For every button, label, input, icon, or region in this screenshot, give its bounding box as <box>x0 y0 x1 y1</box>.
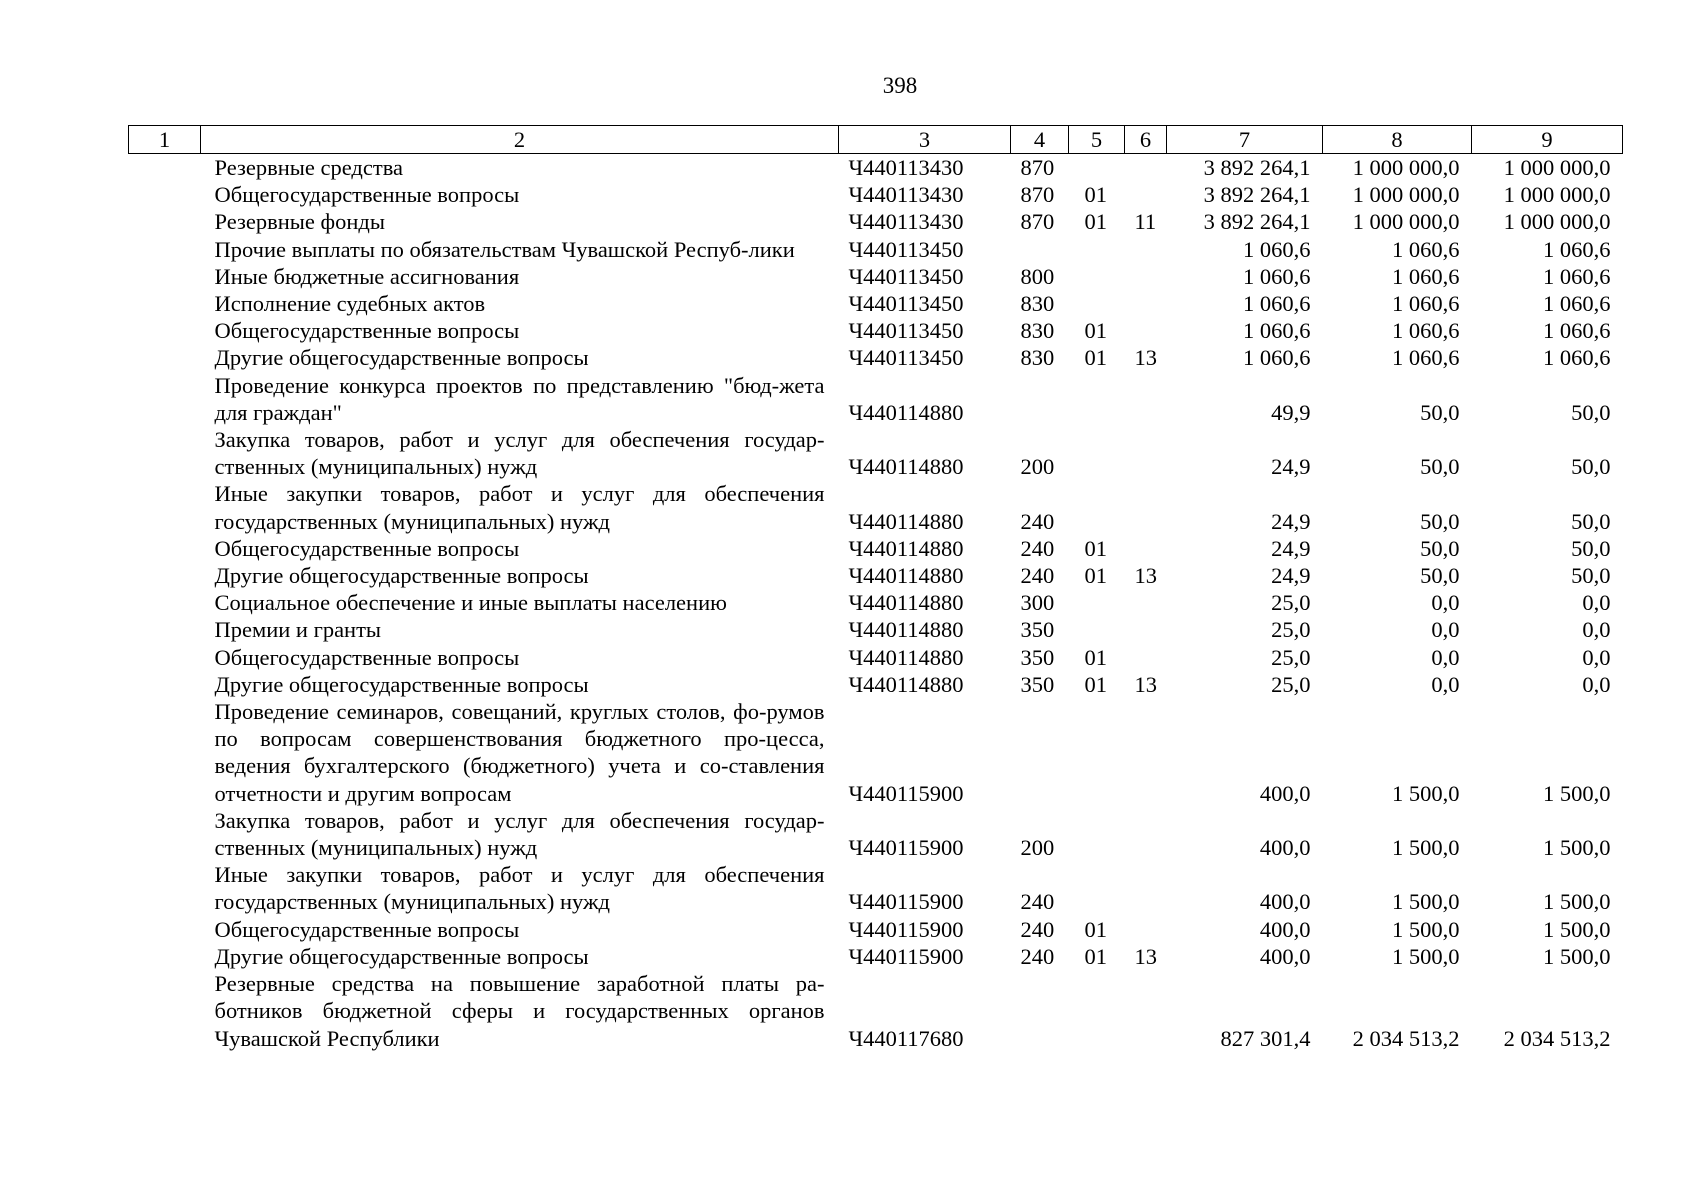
section-cell: 01 <box>1084 318 1107 344</box>
row-number-cell <box>129 943 201 970</box>
target-article-code-cell: Ч440113450 <box>848 291 964 317</box>
row-number-cell <box>129 344 201 371</box>
row-number-cell <box>129 644 201 671</box>
subsection-cell <box>1125 236 1167 263</box>
subsection-cell <box>1125 807 1167 861</box>
table-row <box>129 562 1623 589</box>
subsection-cell <box>1125 698 1167 807</box>
subsection-cell <box>1125 535 1167 562</box>
target-article-code-cell: Ч440113430 <box>848 155 964 180</box>
table-row <box>129 263 1623 290</box>
amount-col7-cell: 25,0 <box>1271 617 1311 643</box>
row-number-cell <box>129 807 201 861</box>
amount-col9-cell: 0,0 <box>1582 617 1611 643</box>
amount-col9-cell: 50,0 <box>1571 563 1611 589</box>
expense-type-cell: 870 <box>1020 209 1055 235</box>
amount-col7-cell: 24,9 <box>1271 563 1311 589</box>
amount-col9-cell: 50,0 <box>1571 535 1611 561</box>
amount-col8-cell: 0,0 <box>1431 671 1460 697</box>
expense-name-cell: Закупка товаров, работ и услуг для обеспечения государ-ственных (муниципальных) нужд <box>214 427 825 480</box>
amount-col8-cell: 0,0 <box>1431 590 1460 616</box>
subsection-cell <box>1125 970 1167 1052</box>
amount-col9-cell: 2 034 513,2 <box>1503 1025 1611 1051</box>
row-number-cell <box>129 317 201 344</box>
expense-type-cell: 830 <box>1020 345 1055 371</box>
row-number-cell <box>129 970 201 1052</box>
section-cell <box>1069 236 1125 263</box>
target-article-code-cell: Ч440115900 <box>848 943 964 969</box>
amount-col8-cell: 0,0 <box>1431 644 1460 670</box>
column-header-3: 3 <box>839 126 1011 154</box>
section-cell: 01 <box>1084 671 1107 697</box>
amount-col8-cell: 1 060,6 <box>1392 345 1460 371</box>
amount-col7-cell: 1 060,6 <box>1243 291 1311 317</box>
amount-col8-cell: 1 000 000,0 <box>1352 155 1460 180</box>
amount-col8-cell: 0,0 <box>1431 617 1460 643</box>
table-row <box>129 208 1623 235</box>
section-cell: 01 <box>1084 182 1107 208</box>
row-number-cell <box>129 562 201 589</box>
amount-col7-cell: 400,0 <box>1259 916 1311 942</box>
column-header-6: 6 <box>1125 126 1167 154</box>
amount-col7-cell: 3 892 264,1 <box>1203 209 1311 235</box>
row-number-cell <box>129 671 201 698</box>
amount-col9-cell: 0,0 <box>1582 644 1611 670</box>
subsection-cell: 13 <box>1134 345 1157 371</box>
expense-type-cell: 830 <box>1020 318 1055 344</box>
expense-name-cell: Премии и гранты <box>214 617 382 643</box>
subsection-cell <box>1125 317 1167 344</box>
amount-col7-cell: 400,0 <box>1259 943 1311 969</box>
expense-type-cell: 200 <box>1020 835 1055 861</box>
section-cell: 01 <box>1084 535 1107 561</box>
table-row <box>129 698 1623 807</box>
amount-col8-cell: 1 500,0 <box>1392 780 1460 806</box>
table-row <box>129 644 1623 671</box>
table-row <box>129 671 1623 698</box>
target-article-code-cell: Ч440113450 <box>848 263 964 289</box>
expense-type-cell <box>1011 236 1069 263</box>
expense-name-cell: Общегосударственные вопросы <box>214 318 520 344</box>
expense-type-cell <box>1011 970 1069 1052</box>
section-cell: 01 <box>1084 209 1107 235</box>
expense-type-cell: 350 <box>1020 644 1055 670</box>
expense-name-cell: Резервные средства <box>214 155 404 180</box>
column-header-9: 9 <box>1472 126 1623 154</box>
expense-name-cell: Прочие выплаты по обязательствам Чувашской Респуб-лики <box>214 236 795 262</box>
expense-name-cell: Общегосударственные вопросы <box>214 916 520 942</box>
amount-col7-cell: 24,9 <box>1271 508 1311 534</box>
target-article-code-cell: Ч440115900 <box>848 780 964 806</box>
subsection-cell: 13 <box>1134 943 1157 969</box>
row-number-cell <box>129 236 201 263</box>
section-cell <box>1069 426 1125 480</box>
expense-name-cell: Общегосударственные вопросы <box>214 182 520 208</box>
expense-name-cell: Другие общегосударственные вопросы <box>214 345 589 371</box>
expense-name-cell: Иные закупки товаров, работ и услуг для обеспечения государственных (муниципальных) нужд <box>214 481 825 534</box>
target-article-code-cell: Ч440117680 <box>848 1025 964 1051</box>
amount-col7-cell: 49,9 <box>1271 399 1311 425</box>
amount-col8-cell: 50,0 <box>1420 563 1460 589</box>
expense-name-cell: Другие общегосударственные вопросы <box>214 943 589 969</box>
expense-name-cell: Иные закупки товаров, работ и услуг для обеспечения государственных (муниципальных) нужд <box>214 862 825 915</box>
section-cell: 01 <box>1084 943 1107 969</box>
table-row <box>129 344 1623 371</box>
column-header-4: 4 <box>1011 126 1069 154</box>
column-header-1: 1 <box>129 126 201 154</box>
subsection-cell <box>1125 181 1167 208</box>
expense-name-cell: Проведение семинаров, совещаний, круглых столов, фо-румов по вопросам совершенствования бюджетного про-цесса, ведения бухгалтерского (бюджетного) учета и со-ставления отчетности и другим вопросам <box>214 699 825 806</box>
amount-col7-cell: 400,0 <box>1259 780 1311 806</box>
target-article-code-cell: Ч440114880 <box>848 535 964 561</box>
table-row <box>129 317 1623 344</box>
amount-col8-cell: 1 060,6 <box>1392 318 1460 344</box>
expense-name-cell: Общегосударственные вопросы <box>214 535 520 561</box>
target-article-code-cell: Ч440113430 <box>848 209 964 235</box>
table-row <box>129 589 1623 616</box>
expense-type-cell: 300 <box>1020 590 1055 616</box>
amount-col9-cell: 1 000 000,0 <box>1503 155 1611 180</box>
row-number-cell <box>129 154 201 182</box>
amount-col7-cell: 400,0 <box>1259 835 1311 861</box>
amount-col9-cell: 1 060,6 <box>1543 318 1611 344</box>
subsection-cell <box>1125 154 1167 182</box>
row-number-cell <box>129 589 201 616</box>
expense-type-cell: 200 <box>1020 454 1055 480</box>
section-cell <box>1069 970 1125 1052</box>
column-header-8: 8 <box>1323 126 1472 154</box>
section-cell <box>1069 290 1125 317</box>
subsection-cell <box>1125 916 1167 943</box>
section-cell <box>1069 480 1125 534</box>
target-article-code-cell: Ч440113450 <box>848 345 964 371</box>
expense-name-cell: Иные бюджетные ассигнования <box>214 263 520 289</box>
expense-type-cell: 830 <box>1020 291 1055 317</box>
amount-col9-cell: 1 500,0 <box>1543 889 1611 915</box>
section-cell: 01 <box>1084 916 1107 942</box>
expense-name-cell: Исполнение судебных актов <box>214 291 486 317</box>
amount-col7-cell: 1 060,6 <box>1243 345 1311 371</box>
amount-col8-cell: 1 500,0 <box>1392 889 1460 915</box>
target-article-code-cell: Ч440114880 <box>848 644 964 670</box>
target-article-code-cell: Ч440114880 <box>848 563 964 589</box>
section-cell <box>1069 154 1125 182</box>
table-row <box>129 426 1623 480</box>
subsection-cell <box>1125 263 1167 290</box>
subsection-cell <box>1125 861 1167 915</box>
expense-name-cell: Социальное обеспечение и иные выплаты населению <box>214 590 727 616</box>
amount-col8-cell: 50,0 <box>1420 454 1460 480</box>
table-row <box>129 181 1623 208</box>
amount-col7-cell: 3 892 264,1 <box>1203 182 1311 208</box>
amount-col9-cell: 1 500,0 <box>1543 780 1611 806</box>
amount-col8-cell: 1 500,0 <box>1392 943 1460 969</box>
table-body <box>129 154 1623 1052</box>
expense-name-cell: Другие общегосударственные вопросы <box>214 563 589 589</box>
expense-name-cell: Резервные фонды <box>214 209 385 235</box>
amount-col8-cell: 1 000 000,0 <box>1352 182 1460 208</box>
row-number-cell <box>129 616 201 643</box>
row-number-cell <box>129 535 201 562</box>
column-header-2: 2 <box>201 126 839 154</box>
amount-col8-cell: 1 000 000,0 <box>1352 209 1460 235</box>
amount-col9-cell: 1 500,0 <box>1543 943 1611 969</box>
row-number-cell <box>129 263 201 290</box>
amount-col9-cell: 1 060,6 <box>1543 345 1611 371</box>
row-number-cell <box>129 916 201 943</box>
expense-type-cell: 240 <box>1020 563 1055 589</box>
table-row <box>129 807 1623 861</box>
subsection-cell <box>1125 480 1167 534</box>
subsection-cell <box>1125 290 1167 317</box>
header-row <box>129 126 1623 154</box>
amount-col8-cell: 50,0 <box>1420 399 1460 425</box>
row-number-cell <box>129 290 201 317</box>
section-cell: 01 <box>1084 644 1107 670</box>
expense-name-cell: Резервные средства на повышение заработной платы ра-ботников бюджетной сферы и государственных органов Чувашской Республики <box>214 971 825 1051</box>
target-article-code-cell: Ч440113450 <box>848 318 964 344</box>
subsection-cell <box>1125 616 1167 643</box>
table-row <box>129 916 1623 943</box>
subsection-cell: 11 <box>1134 209 1157 235</box>
target-article-code-cell: Ч440113430 <box>848 182 964 208</box>
expense-type-cell: 240 <box>1020 535 1055 561</box>
subsection-cell <box>1125 589 1167 616</box>
amount-col9-cell: 1 060,6 <box>1543 291 1611 317</box>
page-number: 398 <box>882 73 918 98</box>
amount-col7-cell: 1 060,6 <box>1243 236 1311 262</box>
amount-col9-cell: 1 000 000,0 <box>1503 209 1611 235</box>
amount-col9-cell: 1 060,6 <box>1543 236 1611 262</box>
target-article-code-cell: Ч440114880 <box>848 508 964 534</box>
expense-name-cell: Закупка товаров, работ и услуг для обеспечения государ-ственных (муниципальных) нужд <box>214 807 825 861</box>
table-row <box>129 970 1623 1052</box>
table-row <box>129 535 1623 562</box>
section-cell <box>1069 589 1125 616</box>
amount-col8-cell: 50,0 <box>1420 508 1460 534</box>
amount-col9-cell: 1 500,0 <box>1543 835 1611 861</box>
amount-col9-cell: 0,0 <box>1582 671 1611 697</box>
amount-col7-cell: 25,0 <box>1271 644 1311 670</box>
expense-type-cell: 240 <box>1020 943 1055 969</box>
subsection-cell: 13 <box>1134 671 1157 697</box>
expense-type-cell <box>1011 698 1069 807</box>
subsection-cell <box>1125 644 1167 671</box>
amount-col7-cell: 3 892 264,1 <box>1203 155 1311 180</box>
amount-col9-cell: 1 000 000,0 <box>1503 182 1611 208</box>
amount-col8-cell: 1 500,0 <box>1392 835 1460 861</box>
target-article-code-cell: Ч440114880 <box>848 671 964 697</box>
expense-name-cell: Другие общегосударственные вопросы <box>214 671 589 697</box>
subsection-cell: 13 <box>1134 563 1157 589</box>
section-cell <box>1069 616 1125 643</box>
amount-col7-cell: 400,0 <box>1259 889 1311 915</box>
table-row <box>129 943 1623 970</box>
amount-col9-cell: 0,0 <box>1582 590 1611 616</box>
section-cell <box>1069 263 1125 290</box>
section-cell <box>1069 807 1125 861</box>
expense-type-cell: 240 <box>1020 508 1055 534</box>
table-row <box>129 154 1623 182</box>
amount-col7-cell: 25,0 <box>1271 671 1311 697</box>
expense-type-cell: 240 <box>1020 916 1055 942</box>
target-article-code-cell: Ч440115900 <box>848 889 964 915</box>
amount-col9-cell: 50,0 <box>1571 508 1611 534</box>
section-cell: 01 <box>1084 563 1107 589</box>
amount-col9-cell: 1 500,0 <box>1543 916 1611 942</box>
amount-col8-cell: 1 500,0 <box>1392 916 1460 942</box>
amount-col7-cell: 827 301,4 <box>1220 1025 1311 1051</box>
amount-col7-cell: 24,9 <box>1271 454 1311 480</box>
table-row <box>129 372 1623 426</box>
amount-col8-cell: 1 060,6 <box>1392 236 1460 262</box>
expense-type-cell: 870 <box>1020 155 1055 180</box>
target-article-code-cell: Ч440115900 <box>848 916 964 942</box>
table-row <box>129 861 1623 915</box>
subsection-cell <box>1125 372 1167 426</box>
row-number-cell <box>129 181 201 208</box>
target-article-code-cell: Ч440114880 <box>848 590 964 616</box>
amount-col8-cell: 50,0 <box>1420 535 1460 561</box>
target-article-code-cell: Ч440113450 <box>848 236 964 262</box>
table-row <box>129 290 1623 317</box>
amount-col9-cell: 50,0 <box>1571 399 1611 425</box>
amount-col7-cell: 25,0 <box>1271 590 1311 616</box>
expense-type-cell: 350 <box>1020 671 1055 697</box>
column-header-5: 5 <box>1069 126 1125 154</box>
expense-type-cell: 870 <box>1020 182 1055 208</box>
target-article-code-cell: Ч440114880 <box>848 399 964 425</box>
section-cell <box>1069 372 1125 426</box>
table-row <box>129 480 1623 534</box>
expense-type-cell: 350 <box>1020 617 1055 643</box>
amount-col7-cell: 1 060,6 <box>1243 263 1311 289</box>
expense-name-cell: Проведение конкурса проектов по представлению "бюд-жета для граждан" <box>214 372 825 425</box>
expense-type-cell: 800 <box>1020 263 1055 289</box>
section-cell: 01 <box>1084 345 1107 371</box>
expense-name-cell: Общегосударственные вопросы <box>214 644 520 670</box>
amount-col8-cell: 1 060,6 <box>1392 263 1460 289</box>
expense-type-cell <box>1011 372 1069 426</box>
table-row <box>129 616 1623 643</box>
row-number-cell <box>129 426 201 480</box>
column-header-7: 7 <box>1167 126 1323 154</box>
row-number-cell <box>129 372 201 426</box>
section-cell <box>1069 698 1125 807</box>
section-cell <box>1069 861 1125 915</box>
target-article-code-cell: Ч440114880 <box>848 617 964 643</box>
row-number-cell <box>129 698 201 807</box>
expense-type-cell: 240 <box>1020 889 1055 915</box>
row-number-cell <box>129 480 201 534</box>
amount-col8-cell: 1 060,6 <box>1392 291 1460 317</box>
amount-col9-cell: 50,0 <box>1571 454 1611 480</box>
budget-table <box>128 125 1623 1052</box>
amount-col9-cell: 1 060,6 <box>1543 263 1611 289</box>
target-article-code-cell: Ч440115900 <box>848 835 964 861</box>
subsection-cell <box>1125 426 1167 480</box>
table-header <box>129 126 1623 154</box>
table-row <box>129 236 1623 263</box>
target-article-code-cell: Ч440114880 <box>848 454 964 480</box>
amount-col8-cell: 2 034 513,2 <box>1352 1025 1460 1051</box>
amount-col7-cell: 24,9 <box>1271 535 1311 561</box>
amount-col7-cell: 1 060,6 <box>1243 318 1311 344</box>
row-number-cell <box>129 861 201 915</box>
row-number-cell <box>129 208 201 235</box>
